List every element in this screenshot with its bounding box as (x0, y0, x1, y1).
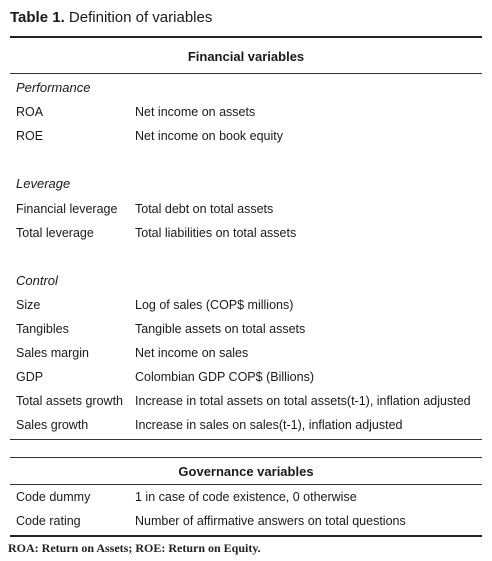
table-row (0, 393, 492, 409)
variable-name: Code rating (16, 514, 81, 528)
governance-header-rule (10, 484, 482, 485)
variable-name: Sales growth (16, 418, 89, 432)
variable-name: GDP (16, 370, 44, 384)
variable-definition: Increase in sales on sales(t-1), inflation adjusted (135, 418, 403, 432)
table-row (0, 128, 492, 144)
table-row (0, 297, 492, 313)
table-label: Table 1. (10, 9, 65, 26)
table-row (0, 345, 492, 361)
section-title-governance: Governance variables (178, 464, 314, 479)
variable-definition: Total debt on total assets (135, 202, 274, 216)
variable-definition: Net income on assets (135, 105, 256, 119)
group-heading-control: Control (16, 273, 58, 288)
table-row (0, 513, 492, 529)
table-row (0, 104, 492, 120)
table-title: Definition of variables (68, 9, 213, 26)
variable-definition: Increase in total assets on total assets(t-1), inflation adjusted (135, 394, 471, 408)
variable-definition: Number of affirmative answers on total questions (135, 514, 406, 528)
variable-name: Tangibles (16, 322, 69, 336)
section-title-financial: Financial variables (187, 49, 305, 64)
financial-bottom-rule (10, 439, 482, 440)
variable-name: Code dummy (16, 490, 91, 504)
table-row (0, 417, 492, 433)
table-row (0, 321, 492, 337)
variable-name: Total leverage (16, 226, 94, 240)
top-rule (10, 36, 482, 38)
bottom-rule (10, 535, 482, 537)
variable-name: ROA (16, 105, 44, 119)
variable-name: ROE (16, 129, 44, 143)
variable-definition: Net income on book equity (135, 129, 284, 143)
variable-name: Sales margin (16, 346, 89, 360)
variable-definition: 1 in case of code existence, 0 otherwise (135, 490, 357, 504)
table-row (0, 201, 492, 217)
table-row (0, 489, 492, 505)
financial-header-rule (10, 73, 482, 74)
table-row (0, 225, 492, 241)
table-caption (10, 9, 212, 27)
variable-definition: Log of sales (COP$ millions) (135, 298, 294, 312)
governance-top-rule (10, 457, 482, 458)
group-heading-leverage: Leverage (16, 176, 71, 191)
variable-name: Size (16, 298, 41, 312)
variable-definition: Tangible assets on total assets (135, 322, 306, 336)
variable-name: Financial leverage (16, 202, 118, 216)
table-footnote: ROA: Return on Assets; ROE: Return on Equity. (8, 541, 261, 555)
group-heading-performance: Performance (16, 80, 91, 95)
variable-definition: Total liabilities on total assets (135, 226, 297, 240)
variable-name: Total assets growth (16, 394, 123, 408)
table-row (0, 369, 492, 385)
variable-definition: Net income on sales (135, 346, 249, 360)
variable-definition: Colombian GDP COP$ (Billions) (135, 370, 314, 384)
